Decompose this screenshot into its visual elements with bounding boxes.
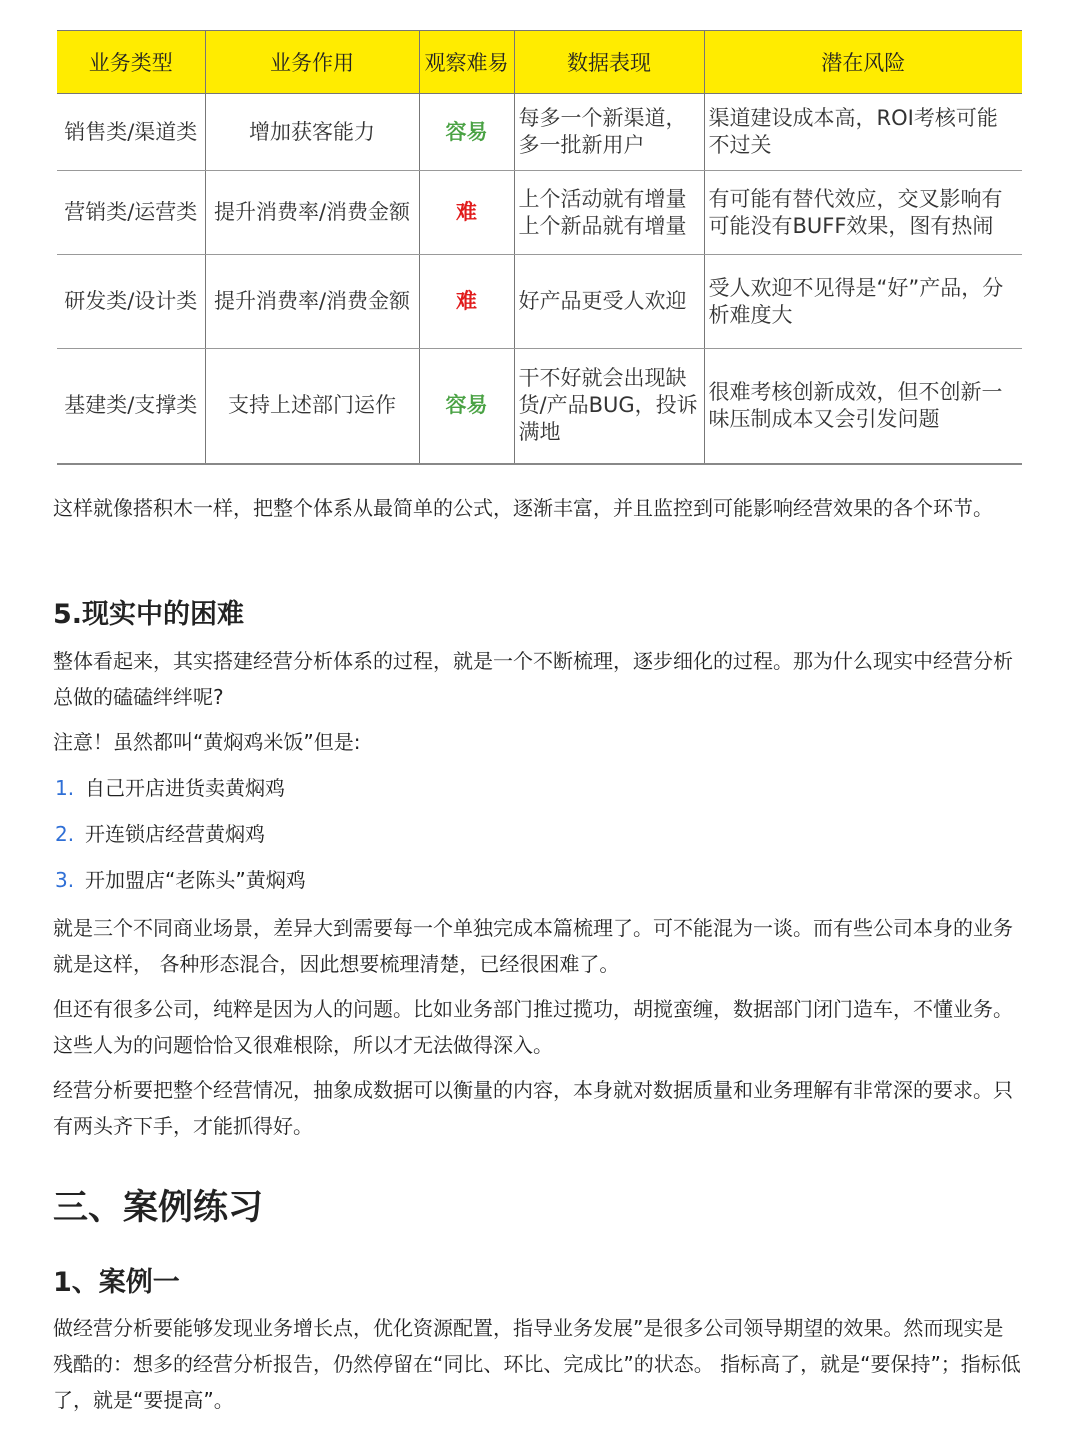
- data-cell: 每多一个新渠道，多一批新用户: [514, 94, 704, 171]
- type-cell: 销售类/渠道类: [57, 94, 205, 171]
- list-number: 3.: [55, 868, 75, 892]
- table-row: [57, 349, 1022, 464]
- difficulty-cell: 难: [419, 255, 514, 349]
- header-cell: 观察难易: [419, 31, 514, 94]
- role-cell: 提升消费率/消费金额: [205, 255, 419, 349]
- difficulty-cell: 难: [419, 171, 514, 255]
- paragraph-data-quality: 经营分析要把整个经营情况，抽象成数据可以衡量的内容，本身就对数据质量和业务理解有非常深的要求。只有两头齐下手，才能抓得好。: [53, 1078, 1013, 1138]
- header-cell: 业务作用: [205, 31, 419, 94]
- list-text: 开加盟店“老陈头”黄焖鸡: [85, 868, 306, 892]
- section-heading-5: 5.现实中的困难: [53, 599, 245, 630]
- header-cell: 潜在风险: [704, 31, 1022, 94]
- data-cell: 上个活动就有增量上个新品就有增量: [514, 171, 704, 255]
- role-cell: 提升消费率/消费金额: [205, 171, 419, 255]
- paragraph-people-issues: 但还有很多公司，纯粹是因为人的问题。比如业务部门推过揽功，胡搅蛮缠，数据部门闭门造车，不懂业务。这些人为的问题恰恰又很难根除，所以才无法做得深入。: [53, 997, 1013, 1057]
- risk-cell: 很难考核创新成效，但不创新一味压制成本又会引发问题: [704, 349, 1022, 464]
- table-header-row: [57, 31, 1022, 94]
- list-text: 开连锁店经营黄焖鸡: [85, 822, 265, 846]
- risk-cell: 受人欢迎不见得是“好”产品，分析难度大: [704, 255, 1022, 349]
- type-cell: 基建类/支撑类: [57, 349, 205, 464]
- business-type-table: [57, 30, 1022, 465]
- list-text: 自己开店进货卖黄焖鸡: [85, 776, 285, 800]
- risk-cell: 渠道建设成本高，ROI考核可能不过关: [704, 94, 1022, 171]
- table-row: [57, 255, 1022, 349]
- difficulty-cell: 容易: [419, 349, 514, 464]
- data-cell: 好产品更受人欢迎: [514, 255, 704, 349]
- type-cell: 研发类/设计类: [57, 255, 205, 349]
- risk-cell: 有可能有替代效应，交叉影响有可能没有BUFF效果，图有热闹: [704, 171, 1022, 255]
- paragraph-intro: 整体看起来，其实搭建经营分析体系的过程，就是一个不断梳理，逐步细化的过程。那为什么现实中经营分析总做的磕磕绊绊呢?: [53, 649, 1013, 709]
- type-cell: 营销类/运营类: [57, 171, 205, 255]
- data-cell: 干不好就会出现缺货/产品BUG，投诉满地: [514, 349, 704, 464]
- header-cell: 业务类型: [57, 31, 205, 94]
- role-cell: 支持上述部门运作: [205, 349, 419, 464]
- list-number: 2.: [55, 822, 75, 846]
- header-cell: 数据表现: [514, 31, 704, 94]
- paragraph-building-blocks: 这样就像搭积木一样，把整个体系从最简单的公式，逐渐丰富，并且监控到可能影响经营效果的各个环节。: [53, 496, 993, 520]
- section-heading-3: 三、案例练习: [53, 1188, 264, 1228]
- list-item: [55, 818, 265, 850]
- paragraph-note: 注意！虽然都叫“黄焖鸡米饭”但是:: [53, 730, 361, 754]
- list-item: [55, 864, 306, 896]
- list-item: [55, 772, 285, 804]
- table-row: [57, 171, 1022, 255]
- difficulty-cell: 容易: [419, 94, 514, 171]
- role-cell: 增加获客能力: [205, 94, 419, 171]
- table-row: [57, 94, 1022, 171]
- list-number: 1.: [55, 776, 75, 800]
- paragraph-scenarios: 就是三个不同商业场景，差异大到需要每一个单独完成本篇梳理了。可不能混为一谈。而有些公司本身的业务就是这样， 各种形态混合，因此想要梳理清楚，已经很困难了。: [53, 916, 1013, 976]
- paragraph-case1: 做经营分析要能够发现业务增长点，优化资源配置，指导业务发展”是很多公司领导期望的效果。然而现实是残酷的：想多的经营分析报告，仍然停留在“同比、环比、完成比”的状态。 指标高了，就是“要保持”；指标低了，就是“要提高”。: [53, 1316, 1021, 1412]
- case-heading-1: 1、案例一: [53, 1267, 180, 1298]
